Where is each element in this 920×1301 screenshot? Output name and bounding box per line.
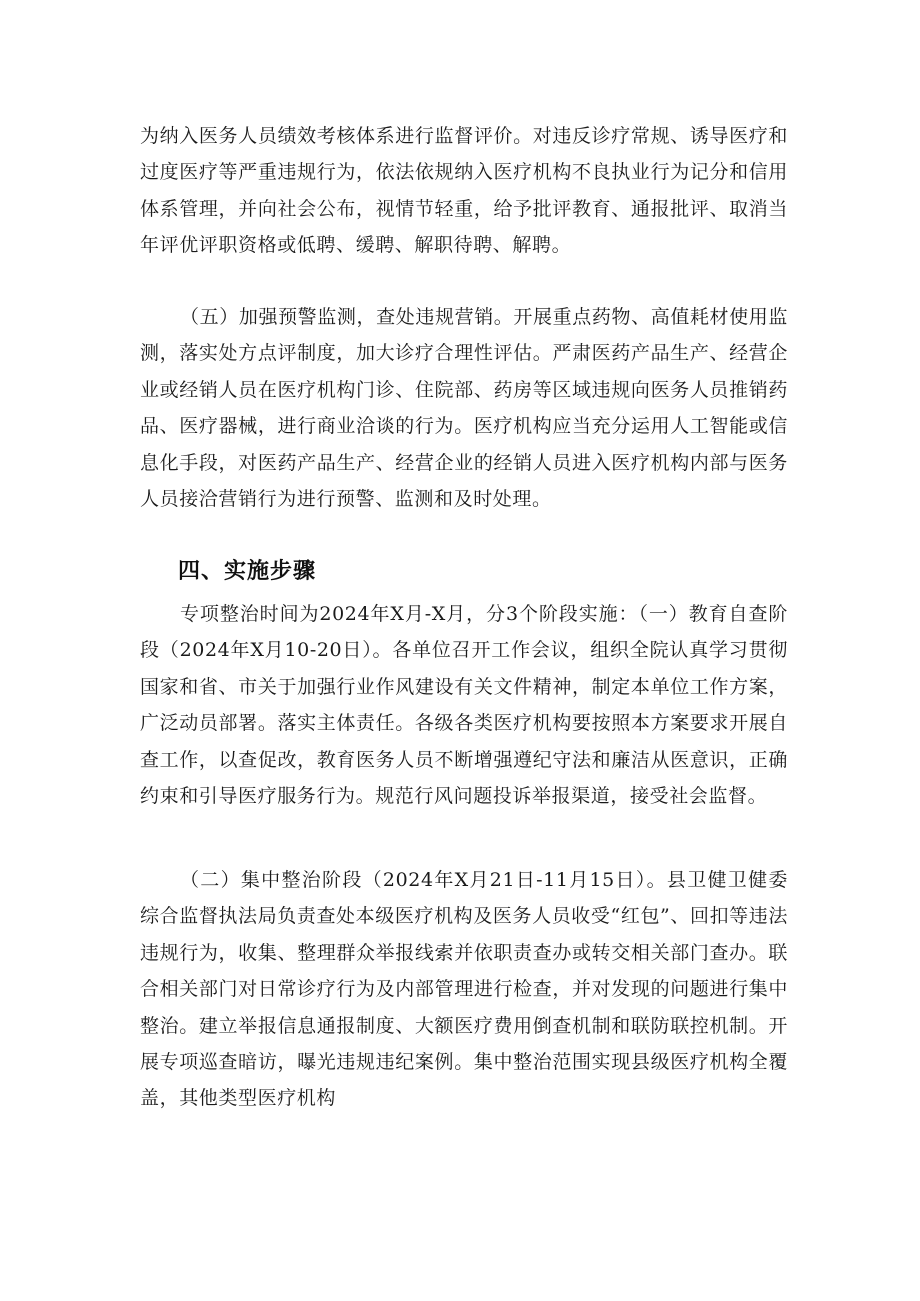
paragraph-evaluation: 为纳入医务人员绩效考核体系进行监督评价。对违反诊疗常规、诱导医疗和过度医疗等严重违规行为，依法依规纳入医疗机构不良执业行为记分和信用体系管理，并向社会公布，视情节轻重，给予批评教育、通报批评、取消当年评优评职资格或低聘、缓聘、解职待聘、解聘。 <box>140 125 788 257</box>
paragraph-warning-monitoring: （五）加强预警监测，查处违规营销。开展重点药物、高值耗材使用监测，落实处方点评制度，加大诊疗合理性评估。严肃医药产品生产、经营企业或经销人员在医疗机构门诊、住院部、药房等区域违规向医务人员推销药品、医疗器械，进行商业洽谈的行为。医疗机构应当充分运用人工智能或信息化手段，对医药产品生产、经营企业的经销人员进入医疗机构内部与医务人员接洽营销行为进行预警、监测和及时处理。 <box>140 306 788 511</box>
paragraph-rectification: （二）集中整治阶段（2024年X月21日-11月15日）。县卫健卫健委综合监督执法局负责查处本级医疗机构及医务人员收受“红包”、回扣等违法违规行为，收集、整理群众举报线索并依职责查办或转交相关部门查办。联合相关部门对日常诊疗行为及内部管理进行检查，并对发现的问题进行集中整治。建立举报信息通报制度、大额医疗费用倒查机制和联防联控机制。开展专项巡查暗访，曝光违规违纪案例。集中整治范围实现县级医疗机构全覆盖，其他类型医疗机构 <box>140 869 788 1110</box>
section-heading: 四、实施步骤 <box>178 559 317 584</box>
paragraph-schedule: 专项整治时间为2024年X月-X月，分3个阶段实施：（一）教育自查阶段（2024年X月10-20日）。各单位召开工作会议，组织全院认真学习贯彻国家和省、市关于加强行业作风建设有关文件精神，制定本单位工作方案，广泛动员部署。落实主体责任。各级各类医疗机构要按照本方案要求开展自查工作，以查促改，教育医务人员不断增强遵纪守法和廉洁从医意识，正确约束和引导医疗服务行为。规范行风问题投诉举报渠道，接受社会监督。 <box>140 603 788 808</box>
